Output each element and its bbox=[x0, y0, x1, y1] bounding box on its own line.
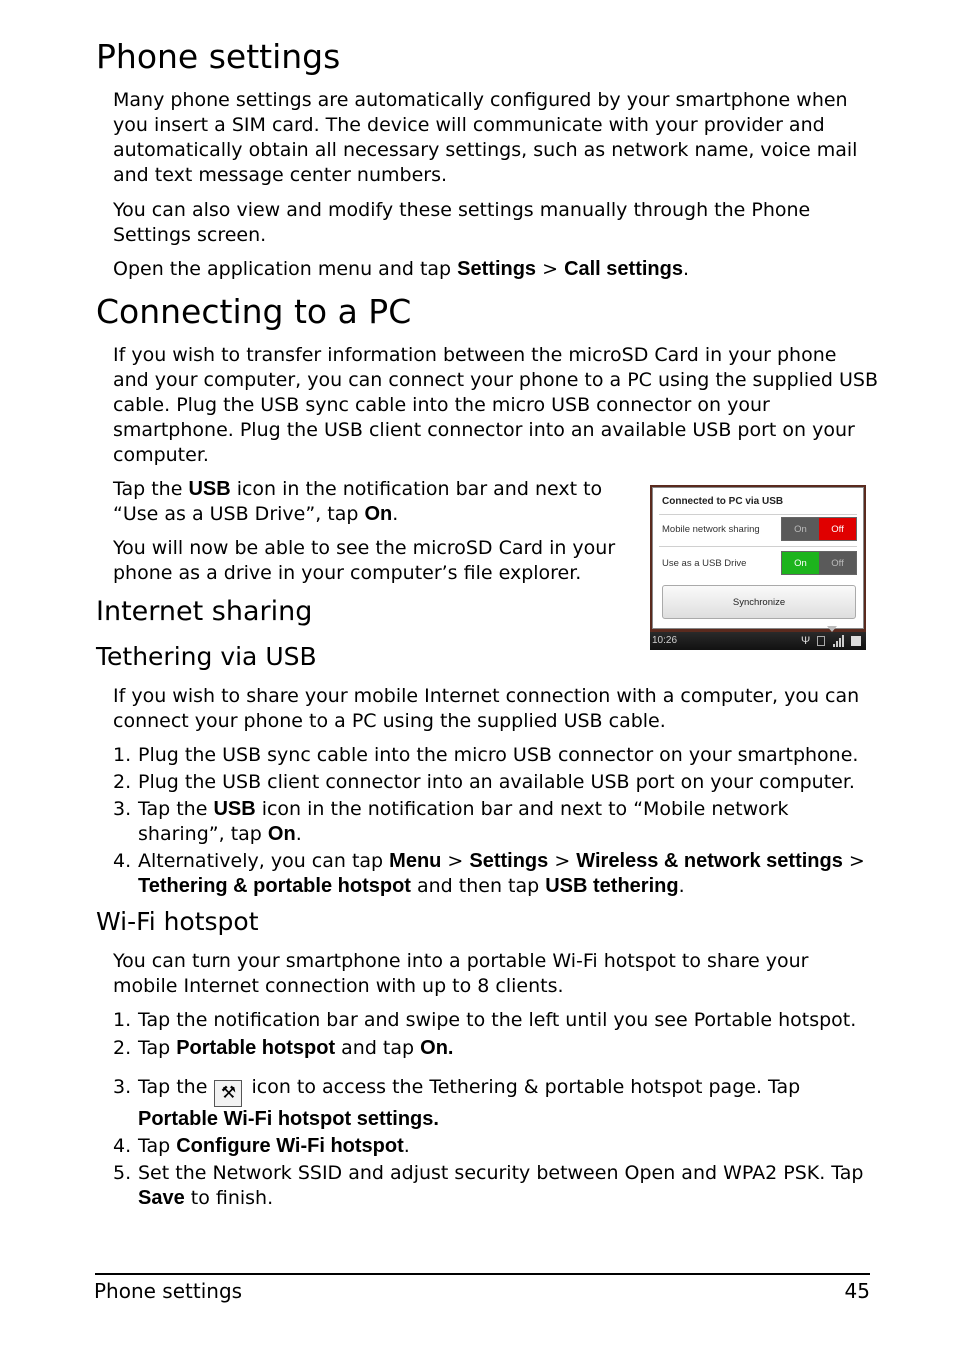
text: Tap the bbox=[113, 478, 189, 500]
battery-icon bbox=[851, 636, 861, 646]
list-item bbox=[113, 770, 865, 795]
text-line bbox=[138, 822, 865, 847]
usb-icon: Ψ bbox=[801, 635, 811, 647]
page-number: 45 bbox=[844, 1279, 870, 1303]
ui-term-settings: Settings bbox=[457, 258, 537, 280]
text: icon in the notification bar and next to bbox=[230, 478, 603, 500]
text-line: mobile Internet connection with up to 8 clients. bbox=[113, 975, 564, 997]
list-item bbox=[113, 1161, 863, 1211]
text-line: phone as a drive in your computer’s file explorer. bbox=[113, 562, 582, 584]
text-line: You can turn your smartphone into a portable Wi-Fi hotspot to share your bbox=[113, 950, 809, 972]
text-line: you insert a SIM card. The device will communicate with your provider and bbox=[113, 114, 825, 136]
step-number: 3. bbox=[113, 1076, 132, 1098]
sd-card-icon bbox=[817, 636, 825, 646]
text: Tap bbox=[138, 1037, 177, 1059]
synchronize-button: Synchronize bbox=[662, 585, 856, 619]
text: icon to access the Tethering & portable hotspot page. Tap bbox=[251, 1076, 801, 1098]
paragraph-phone-settings-manual bbox=[113, 198, 810, 248]
list-item bbox=[113, 1134, 863, 1159]
usb-dialog-title: Connected to PC via USB bbox=[662, 496, 784, 507]
text-line: smartphone. Plug the USB client connector into an available USB port on your bbox=[113, 419, 855, 441]
ui-term-portable-hotspot: Portable hotspot bbox=[176, 1037, 336, 1059]
text: Tap the bbox=[138, 1076, 208, 1098]
text-line: You will now be able to see the microSD Card in your bbox=[113, 537, 616, 559]
mobile-network-sharing-toggle bbox=[781, 517, 857, 541]
text-line: You can also view and modify these settings manually through the Phone bbox=[113, 199, 811, 221]
text-line: Tap the notification bar and swipe to the left until you see Portable hotspot. bbox=[138, 1009, 857, 1031]
toggle-on-option: On bbox=[782, 552, 819, 574]
ui-term-usb: USB bbox=[188, 478, 231, 500]
text-line bbox=[113, 477, 602, 502]
paragraph-wifi-intro bbox=[113, 949, 808, 999]
text-line bbox=[138, 1134, 863, 1159]
usb-connection-screenshot bbox=[650, 485, 866, 650]
step-number: 1. bbox=[113, 744, 132, 766]
text: . bbox=[403, 1135, 410, 1157]
step-number: 4. bbox=[113, 1135, 132, 1157]
list-item bbox=[113, 743, 865, 768]
ui-term-on: On. bbox=[420, 1037, 454, 1059]
ui-term-usb-tethering: USB tethering bbox=[545, 875, 679, 897]
list-item bbox=[113, 1008, 863, 1033]
text: Tap bbox=[138, 1135, 177, 1157]
ui-term-usb: USB bbox=[213, 798, 256, 820]
wifi-steps-list bbox=[113, 1008, 863, 1211]
list-item bbox=[113, 797, 865, 847]
text: . bbox=[392, 503, 399, 525]
paragraph-phone-settings-intro bbox=[113, 88, 857, 188]
tethering-steps-list bbox=[113, 743, 865, 899]
text-line bbox=[113, 257, 689, 282]
text: and then tap bbox=[410, 875, 546, 897]
toggle-off-option: Off bbox=[819, 552, 856, 574]
heading-tethering-via-usb: Tethering via USB bbox=[96, 642, 317, 671]
mobile-network-sharing-label: Mobile network sharing bbox=[662, 524, 760, 535]
text-line bbox=[138, 874, 865, 899]
ui-term-settings: Settings bbox=[469, 850, 549, 872]
text: Tap the bbox=[138, 798, 214, 820]
ui-term-on: On bbox=[267, 823, 296, 845]
status-time: 10:26 bbox=[652, 635, 678, 646]
text-line: Settings screen. bbox=[113, 224, 267, 246]
step-number: 2. bbox=[113, 771, 132, 793]
heading-wifi-hotspot: Wi-Fi hotspot bbox=[96, 907, 259, 936]
text: . bbox=[295, 823, 302, 845]
signal-icon bbox=[833, 635, 845, 647]
ui-term-save: Save bbox=[138, 1187, 185, 1209]
ui-term-call-settings: Call settings bbox=[564, 258, 683, 280]
step-number: 1. bbox=[113, 1009, 132, 1031]
usb-drive-label: Use as a USB Drive bbox=[662, 558, 747, 569]
list-item bbox=[113, 849, 865, 899]
text: “Use as a USB Drive” bbox=[113, 503, 316, 525]
text-line bbox=[138, 1036, 863, 1061]
ui-term-wireless-network-settings: Wireless & network settings bbox=[576, 850, 843, 872]
heading-phone-settings: Phone settings bbox=[96, 37, 341, 76]
divider bbox=[659, 546, 857, 547]
ui-term-menu: Menu bbox=[389, 850, 442, 872]
text-line bbox=[138, 1107, 863, 1132]
text: Open the application menu and tap bbox=[113, 258, 458, 280]
text-line bbox=[138, 849, 865, 874]
ui-term-configure-wifi-hotspot: Configure Wi-Fi hotspot bbox=[176, 1135, 404, 1157]
footer-section-title: Phone settings bbox=[94, 1279, 243, 1303]
ui-term-tethering-portable-hotspot: Tethering & portable hotspot bbox=[138, 875, 411, 897]
text-line: cable. Plug the USB sync cable into the micro USB connector on your bbox=[113, 394, 770, 416]
text-line: If you wish to share your mobile Internet connection with a computer, you can bbox=[113, 685, 860, 707]
heading-internet-sharing: Internet sharing bbox=[96, 596, 313, 627]
text-line: Plug the USB client connector into an available USB port on your computer. bbox=[138, 771, 855, 793]
step-number: 3. bbox=[113, 798, 132, 820]
step-number: 5. bbox=[113, 1162, 132, 1184]
tools-icon: ⚒ bbox=[214, 1080, 242, 1107]
text: to finish. bbox=[184, 1187, 274, 1209]
text-line: If you wish to transfer information between the microSD Card in your phone bbox=[113, 344, 837, 366]
ui-term-portable-wifi-hotspot-settings: Portable Wi-Fi hotspot settings. bbox=[138, 1108, 439, 1130]
text: icon in the notification bar and next to “Mobile network bbox=[255, 798, 789, 820]
status-bar bbox=[650, 632, 866, 650]
text-line: Many phone settings are automatically configured by your smartphone when bbox=[113, 89, 848, 111]
paragraph-tethering-intro bbox=[113, 684, 859, 734]
text-line: and text message center numbers. bbox=[113, 164, 448, 186]
heading-connecting-to-pc: Connecting to a PC bbox=[96, 292, 412, 331]
usb-dialog-panel bbox=[652, 487, 864, 629]
list-item bbox=[113, 1075, 863, 1132]
text-line bbox=[138, 797, 865, 822]
paragraph-connecting-intro bbox=[113, 343, 878, 468]
toggle-on-option: On bbox=[782, 518, 819, 540]
text: > bbox=[548, 850, 577, 872]
text: Alternatively, you can tap bbox=[138, 850, 390, 872]
footer-rule bbox=[95, 1273, 870, 1275]
text: > bbox=[441, 850, 470, 872]
text: . bbox=[682, 258, 690, 280]
text: > bbox=[536, 258, 565, 280]
text-line: automatically obtain all necessary settings, such as network name, voice mail bbox=[113, 139, 858, 161]
text-line: computer. bbox=[113, 444, 209, 466]
ui-term-on: On bbox=[364, 503, 393, 525]
divider bbox=[659, 514, 857, 515]
text-line: Set the Network SSID and adjust security between Open and WPA2 PSK. Tap bbox=[138, 1162, 864, 1184]
text: and tap bbox=[335, 1037, 421, 1059]
step-number: 2. bbox=[113, 1037, 132, 1059]
text: sharing”, tap bbox=[138, 823, 268, 845]
step-number: 4. bbox=[113, 850, 132, 872]
text-line bbox=[138, 1075, 863, 1107]
text-line: and your computer, you can connect your phone to a PC using the supplied USB bbox=[113, 369, 878, 391]
paragraph-see-microsd bbox=[113, 536, 615, 586]
paragraph-tap-usb-icon bbox=[113, 477, 602, 527]
list-item bbox=[113, 1036, 863, 1061]
text: , tap bbox=[315, 503, 365, 525]
text-line bbox=[138, 1186, 863, 1211]
usb-drive-toggle bbox=[781, 551, 857, 575]
text: > bbox=[842, 850, 865, 872]
text-line: Plug the USB sync cable into the micro USB connector on your smartphone. bbox=[138, 744, 859, 766]
text-line: connect your phone to a PC using the supplied USB cable. bbox=[113, 710, 666, 732]
text: . bbox=[678, 875, 685, 897]
paragraph-open-call-settings bbox=[113, 257, 689, 282]
toggle-off-option: Off bbox=[819, 518, 856, 540]
text-line bbox=[113, 502, 602, 527]
